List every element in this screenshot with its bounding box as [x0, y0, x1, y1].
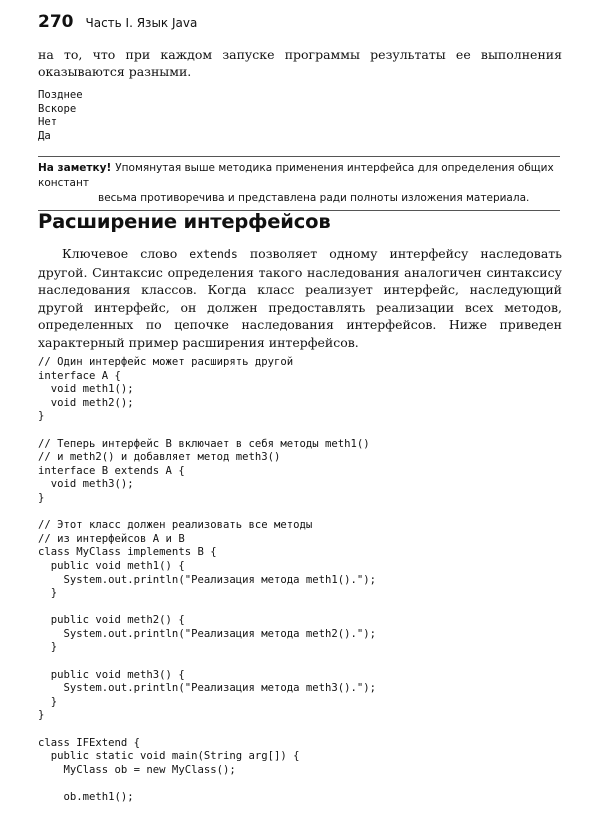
- paragraph-rest: позволяет одному интерфейсу наследовать другой. Синтаксис определения такого наследования аналогичен синтаксису наследования классов. Когда класс реализует интерфейс, наследующий другой интерфейс, он должен предоставлять реализации всех методов, определенных по цепочке наследования интерфейсов. Ниже приведен характерный пример расширения интерфейсов.: [38, 246, 562, 350]
- note-text-line2: весьма противоречива и представлена ради полноты изложения материала.: [98, 192, 530, 204]
- note-text-line1: Упомянутая выше методика применения интерфейса для определения общих констант: [38, 162, 554, 189]
- note-box: [38, 156, 560, 211]
- running-head: [38, 12, 197, 32]
- code-listing: // Один интерфейс может расширять другой interface A { void meth1(); void meth2(); } // Теперь интерфейс B включает в себя методы meth1() // и meth2() и добавляет метод meth3() interface B extends A { void meth3(); } // Этот класс должен реализовать все методы // из интерфейсов A и B class MyClass implements B { public void meth1() { System.out.println("Реализация метода meth1()."); } public void meth2() { System.out.println("Реализация метода meth2()."); } public void meth3() { System.out.println("Реализация метода meth3()."); } } class IFExtend { public static void main(String arg[]) { MyClass ob = new MyClass(); ob.meth1();: [38, 356, 377, 803]
- note-label: На заметку!: [38, 162, 112, 174]
- paragraph-start: Ключевое слово: [62, 246, 190, 261]
- section-label: Часть I. Язык Java: [85, 16, 198, 30]
- section-heading: Расширение интерфейсов: [38, 210, 331, 233]
- page-number: 270: [38, 12, 74, 32]
- program-output: Позднее Вскоре Нет Да: [38, 89, 83, 142]
- note-first-line: [38, 161, 560, 191]
- body-paragraph: [38, 245, 562, 351]
- keyword-extends: extends: [189, 247, 238, 261]
- intro-text: на то, что при каждом запуске программы результаты ее выполнения оказываются разными.: [38, 47, 562, 79]
